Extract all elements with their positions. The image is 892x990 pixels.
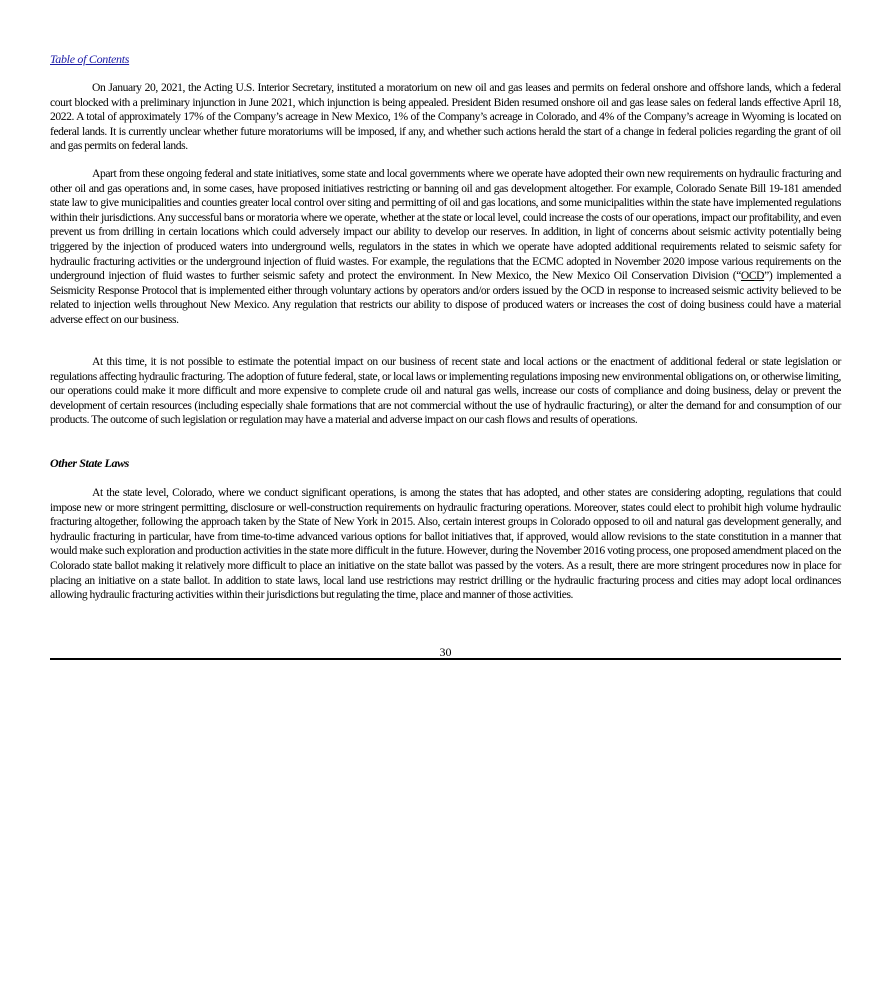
page-divider	[50, 658, 841, 660]
paragraph-text-part: Apart from these ongoing federal and state initiatives, some state and local governments where we operate have adopted their own new requirements on hydraulic fracturing and other oil and gas operations and, in some cases, have proposed initiatives restricting or banning oil and gas development altogether. For example, Colorado Senate Bill 19-181 amended state law to give municipalities and counties greater local control over siting and permitting of oil and gas locations, and some municipalities within the state have implemented regulations within their jurisdictions. Any successful bans or moratoria where we operate, whether at the state or local level, could increase the costs of our operations, impact our profitability, and even prevent us from drilling in certain locations which could adversely impact our ability to develop our reserves. In addition, in light of concerns about seismic activity potentially being triggered by the injection of produced waters into underground wells, regulators in the states in which we operate have adopted additional requirements related to seismic safety for hydraulic fracturing activities or the underground injection of fluid wastes. For example, the regulations that the ECMC adopted in November 2020 impose various requirements on the underground injection of fluid wastes to further seismic safety and protect the environment. In New Mexico, the New Mexico Oil Conservation Division (“	[50, 167, 841, 283]
paragraph-state-level-colorado: At the state level, Colorado, where we conduct significant operations, is among the states that has adopted, and other states are considering adopting, regulations that could impose new or more stringent permitting, disclosure or well-construction requirements on hydraulic fracturing operations. Moreover, states could elect to prohibit high volume hydraulic fracturing altogether, following the approach taken by the State of New York in 2015. Also, certain interest groups in Colorado opposed to oil and natural gas development generally, and hydraulic fracturing in particular, have from time-to-time advanced various options for ballot initiatives that, if approved, would allow revisions to the state constitution in a manner that would make such exploration and production activities in the state more difficult in the future. However, during the November 2016 voting process, one proposed amendment placed on the Colorado state ballot making it relatively more difficult to place an initiative on the state ballot was passed by the voters. As a result, there are more stringent procedures now in place for placing an initiative on a state ballot. In addition to state laws, local land use restrictions may restrict drilling or the hydraulic fracturing process and cities may adopt local ordinances allowing hydraulic fracturing activities within their jurisdictions but regulating the time, place and manner of those activities.	[50, 486, 841, 602]
table-of-contents-link[interactable]: Table of Contents	[50, 52, 130, 66]
page-number: 30	[439, 645, 452, 659]
defined-term-ocd: OCD	[740, 269, 765, 283]
paragraph-potential-impact: At this time, it is not possible to estimate the potential impact on our business of recent state and local actions or the enactment of additional federal or state legislation or regulations affecting hydraulic fracturing. The adoption of future federal, state, or local laws or implementing regulations imposing new environmental obligations on, or otherwise limiting, our operations could make it more difficult and more expensive to complete crude oil and natural gas wells, increase our costs of compliance and doing business, delay or prevent the development of certain resources (including especially shale formations that are not commercial without the use of hydraulic fracturing), or alter the demand for and consumption of our products. The outcome of such legislation or regulation may have a material and adverse impact on our cash flows and results of operations.	[50, 355, 841, 427]
paragraph-federal-moratorium: On January 20, 2021, the Acting U.S. Interior Secretary, instituted a moratorium on new oil and gas leases and permits on federal onshore and offshore lands, which a federal court blocked with a preliminary injunction in June 2021, which injunction is being appealed. President Biden resumed onshore oil and gas lease sales on federal lands effective April 18, 2022. A total of approximately 17% of the Company’s acreage in New Mexico, 1% of the Company’s acreage in Colorado, and 4% of the Company’s acreage in Wyoming is located on federal lands. It is currently unclear whether future moratoriums will be imposed, if any, and whether such actions herald the start of a change in federal policies regarding the grant of oil and gas permits on federal lands.	[50, 81, 841, 153]
section-heading-other-state-laws: Other State Laws	[50, 456, 129, 470]
paragraph-text-part: ”) implemented a Seismicity Response Protocol that is implemented either through voluntary actions by operators and/or orders issued by the OCD in response to increased seismic activity believed to be related to injection wells throughout New Mexico. Any regulation that restricts our ability to dispose of produced waters or increases the cost of doing business could have a material adverse effect on our business.	[50, 269, 841, 326]
paragraph-state-local-initiatives	[50, 167, 841, 328]
